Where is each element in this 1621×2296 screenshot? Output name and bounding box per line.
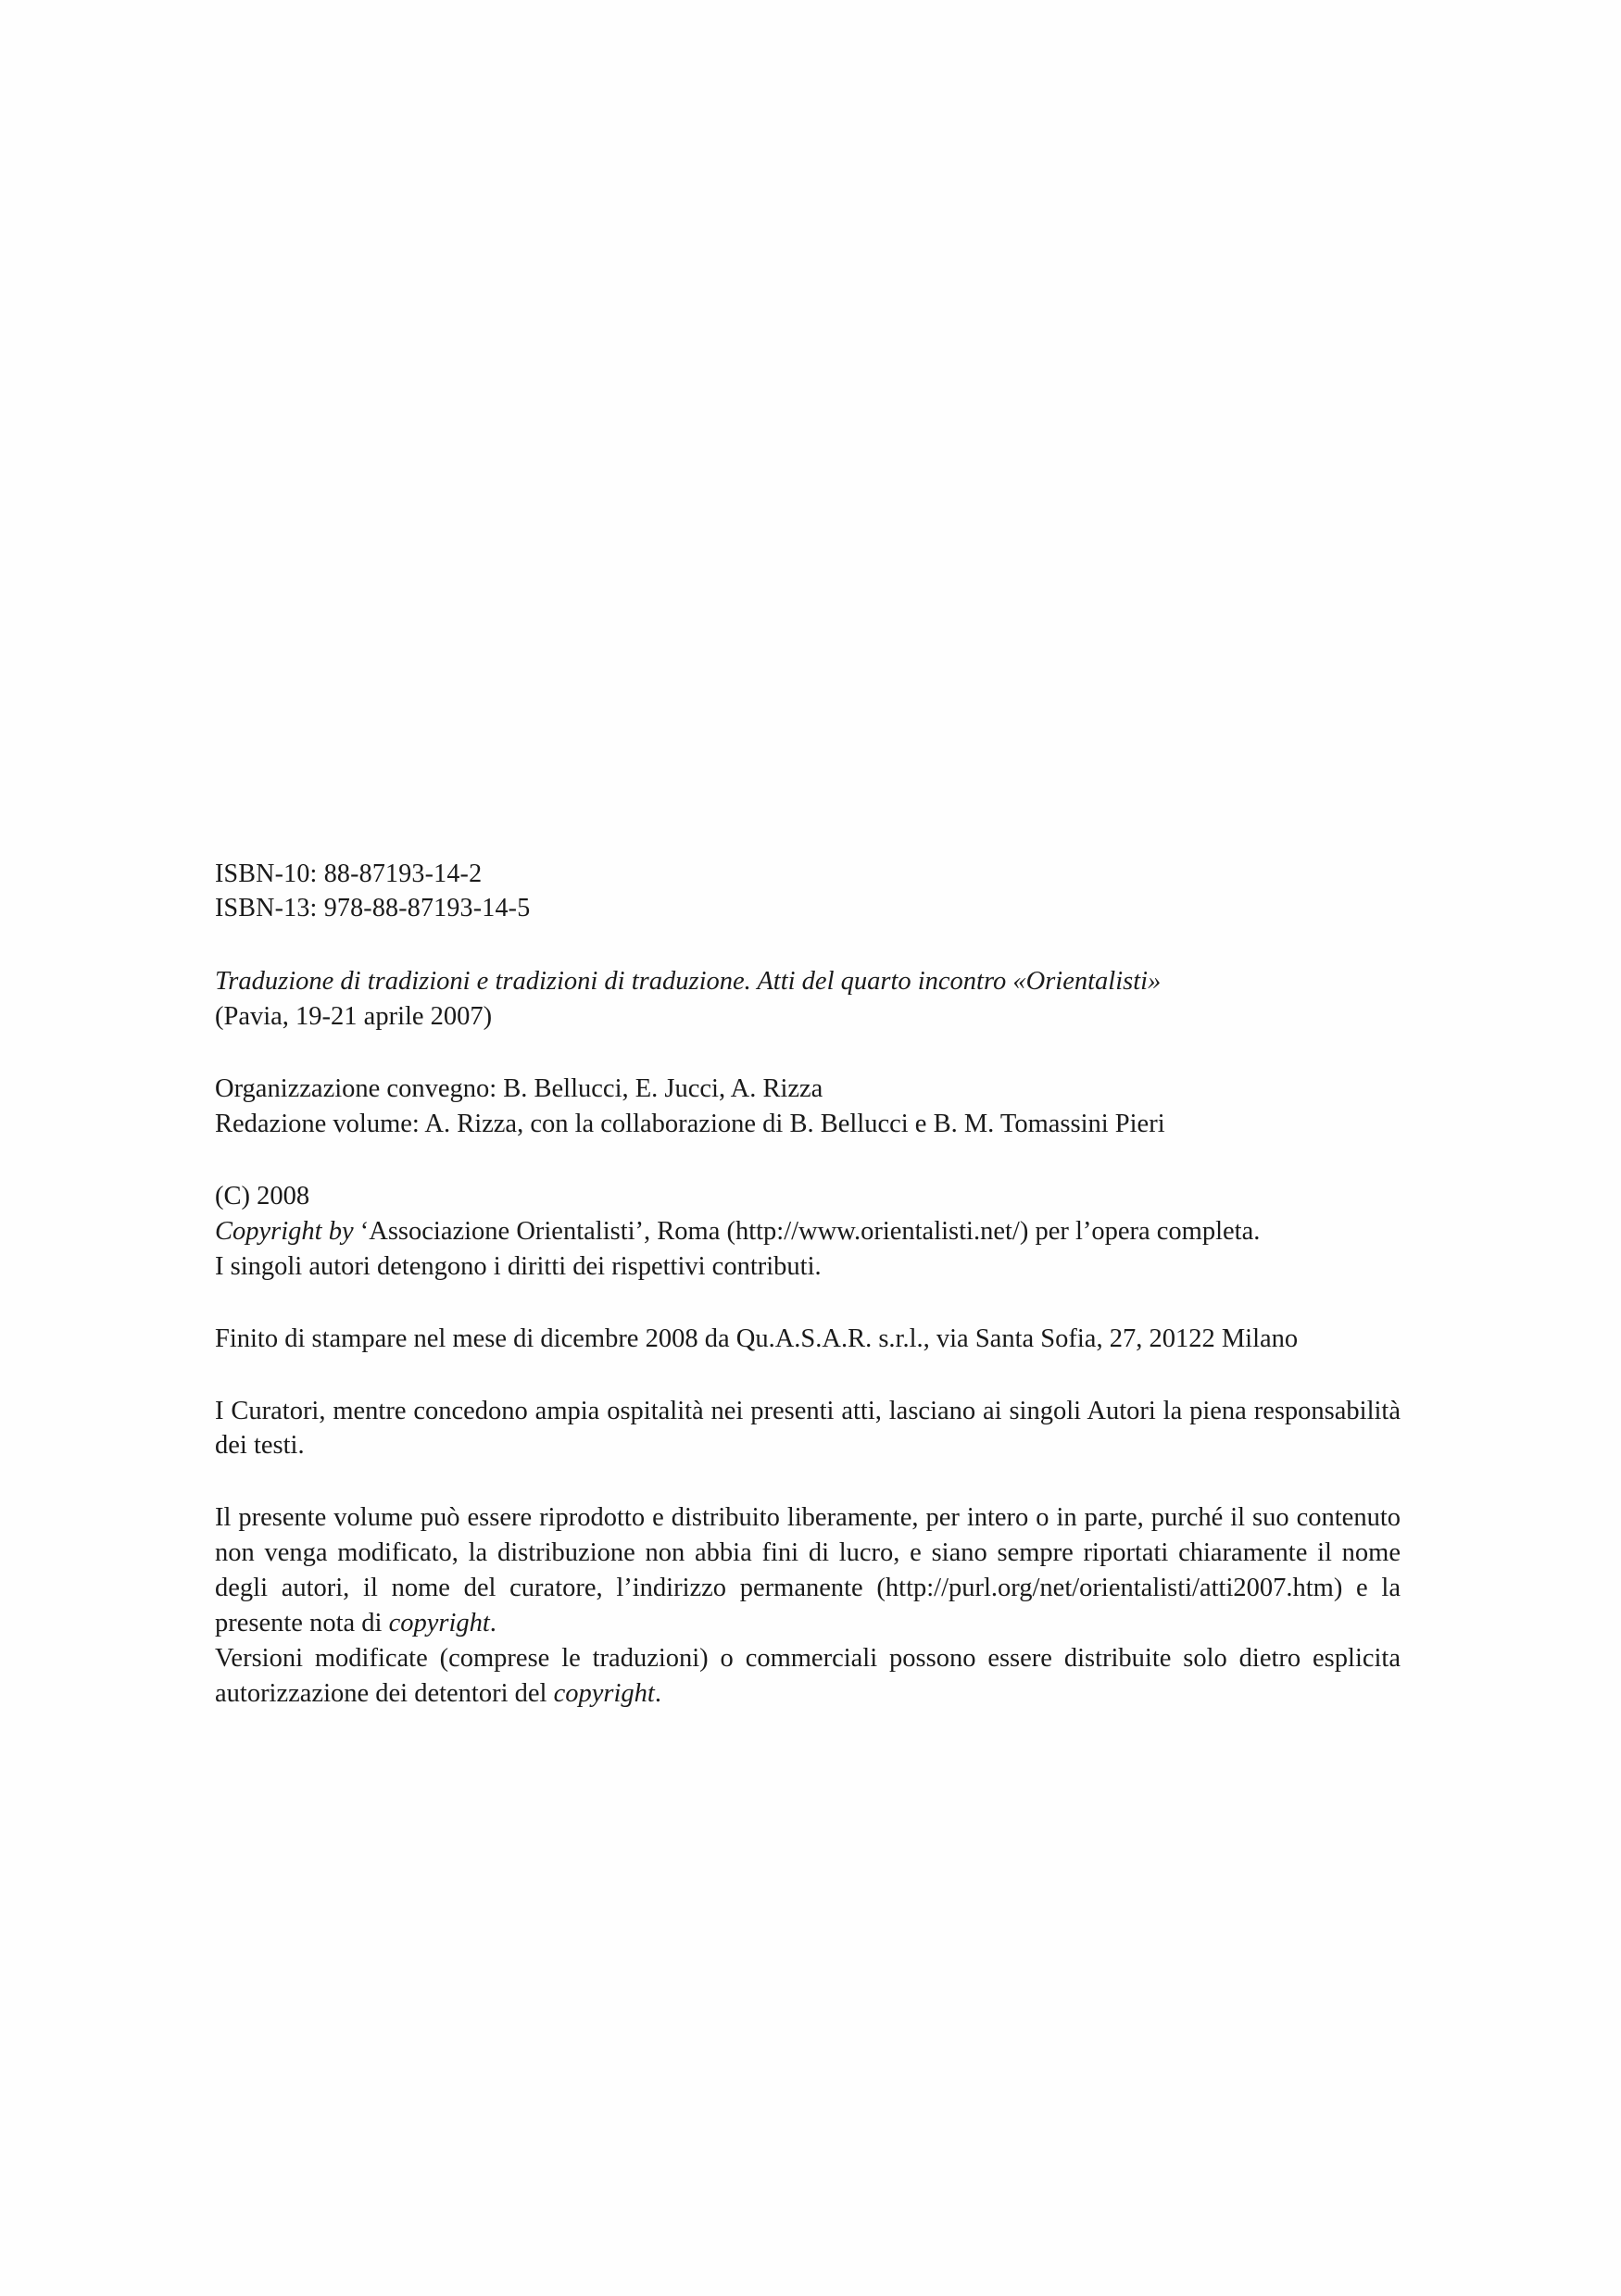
- license-copyright-word-1: copyright: [388, 1609, 490, 1638]
- editors-note-block: [215, 1394, 1401, 1464]
- isbn-10-line: ISBN-10: 88-87193-14-2: [215, 859, 483, 888]
- license-text-part2: .: [489, 1609, 496, 1638]
- printing-block: [215, 1322, 1401, 1357]
- license-text-part1: Il presente volume può essere riprodotto e distribuito liberamente, per intero o in parte, purché il suo contenuto non venga modificato, la distribuzione non abbia fini di lucro, e siano sempre riportati chiaramente il nome degli autori, il nome del curatore, l’indirizzo permanente (http://purl.org/net/orientalisti/atti2007.htm) e la presente nota di: [215, 1503, 1401, 1638]
- isbn-block: [215, 857, 1401, 925]
- copyright-block: [215, 1179, 1401, 1285]
- isbn-13-line: ISBN-13: 978-88-87193-14-5: [215, 894, 531, 923]
- copyright-year: (C) 2008: [215, 1182, 310, 1211]
- authors-rights-line: I singoli autori detengono i diritti dei rispettivi contributi.: [215, 1251, 822, 1281]
- license-block: [215, 1500, 1401, 1711]
- conference-place-date: (Pavia, 19-21 aprile 2007): [215, 1002, 493, 1032]
- license-text-part4: .: [654, 1678, 661, 1708]
- conference-organization: Organizzazione convegno: B. Bellucci, E. Jucci, A. Rizza: [215, 1074, 823, 1104]
- volume-editing: Redazione volume: A. Rizza, con la collaborazione di B. Bellucci e B. M. Tomassini Pieri: [215, 1110, 1165, 1139]
- license-copyright-word-2: copyright: [553, 1678, 655, 1708]
- title-block: [215, 964, 1401, 1035]
- license-paragraph-2: [215, 1641, 1401, 1712]
- license-paragraph-1: [215, 1500, 1401, 1641]
- license-text-part3: Versioni modificate (comprese le traduzioni) o commerciali possono essere distribuite solo dietro esplicita autorizzazione dei detentori del: [215, 1643, 1401, 1708]
- printing-info: Finito di stampare nel mese di dicembre 2008 da Qu.A.S.A.R. s.r.l., via Santa Sofia, 27, 20122 Milano: [215, 1324, 1299, 1353]
- organization-block: [215, 1072, 1401, 1142]
- copyright-holder-text: ‘Associazione Orientalisti’, Roma (http://www.orientalisti.net/) per l’opera completa.: [353, 1216, 1261, 1246]
- copyright-page-content: [215, 857, 1401, 1712]
- editors-note-text: I Curatori, mentre concedono ampia ospitalità nei presenti atti, lasciano ai singoli Autori la piena responsabilità dei testi.: [215, 1396, 1401, 1461]
- volume-title: Traduzione di tradizioni e tradizioni di traduzione. Atti del quarto incontro «Orientalisti»: [215, 967, 1162, 997]
- copyright-by-label: Copyright by: [215, 1216, 354, 1246]
